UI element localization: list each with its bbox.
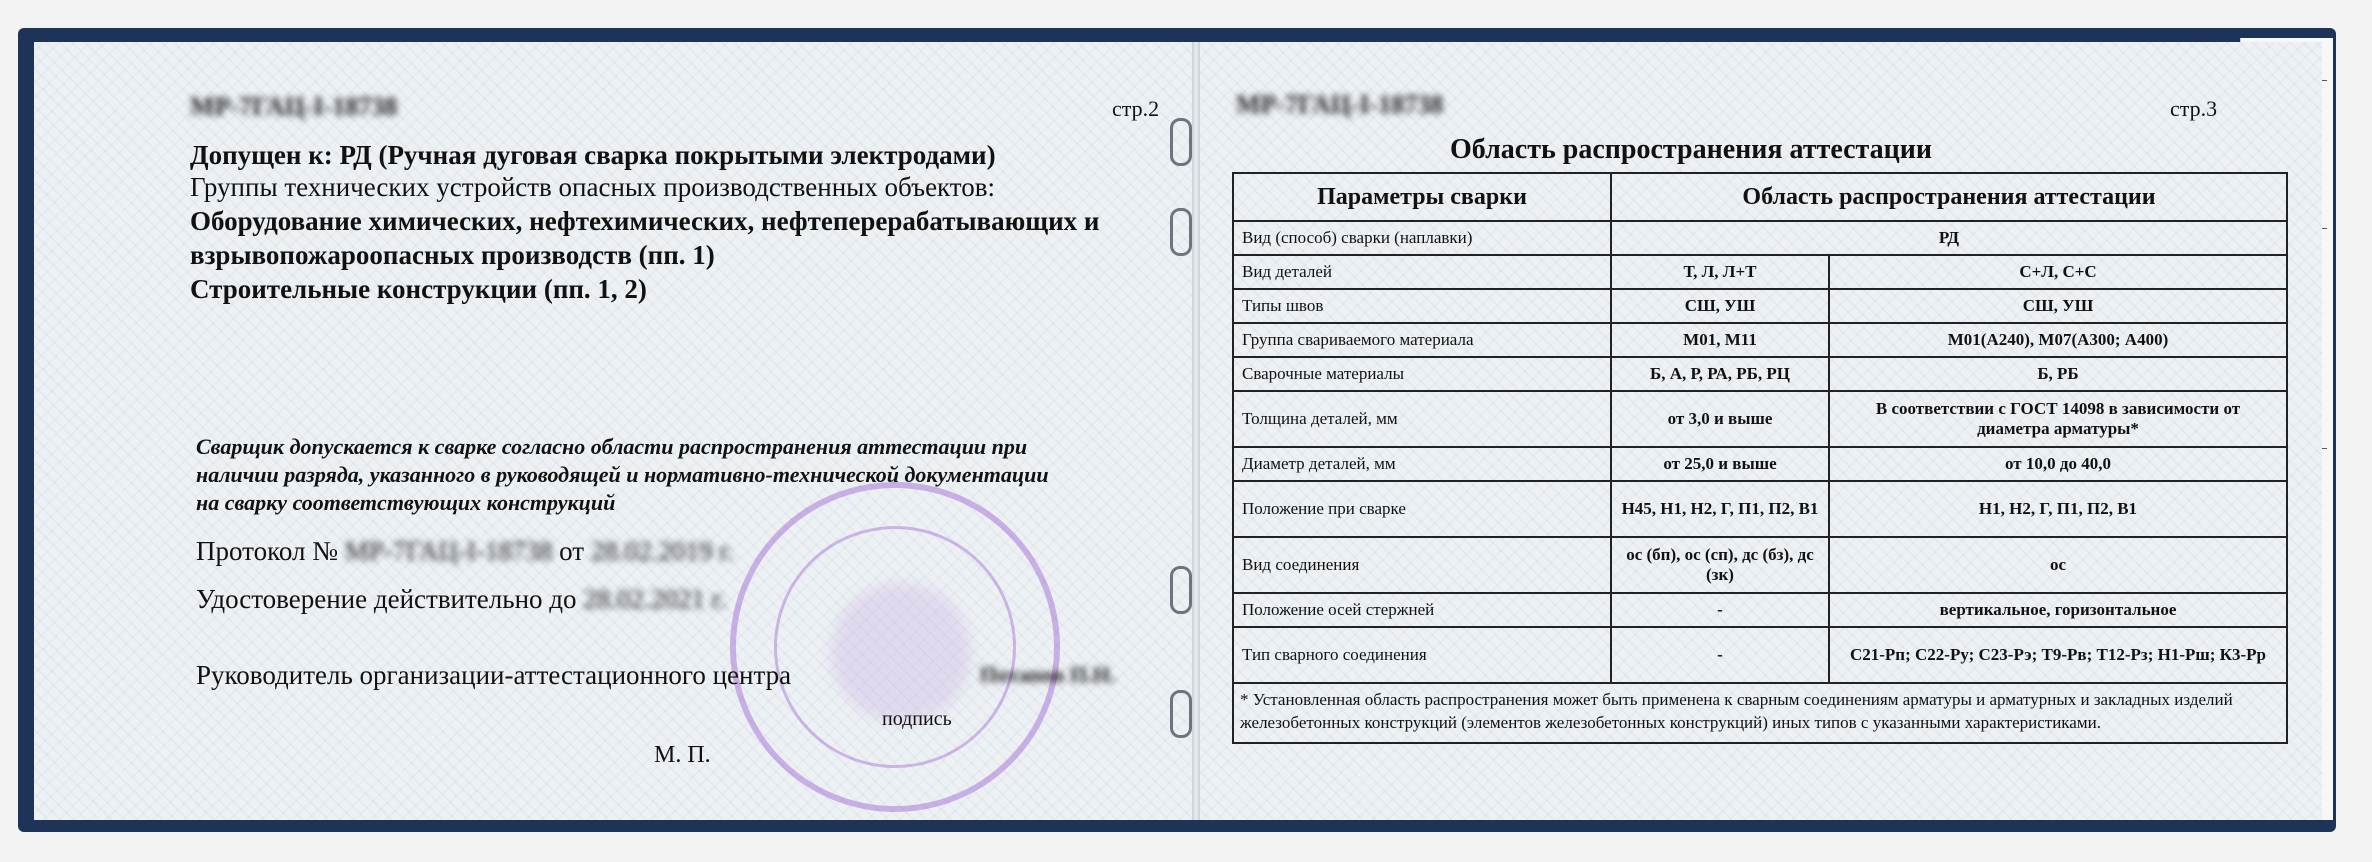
header-params: Параметры сварки <box>1233 173 1611 221</box>
validity-label: Удостоверение действительно до <box>196 584 577 614</box>
page-number: стр.2 <box>1112 96 1160 121</box>
scope-cell: В соответствии с ГОСТ 14098 в зависимости от диаметра арматуры* <box>1829 391 2287 447</box>
param-cell: Толщина деталей, мм <box>1233 391 1611 447</box>
head-label: Руководитель организации-аттестационного центра <box>196 660 792 690</box>
tested-cell: М01, М11 <box>1611 323 1829 357</box>
tested-cell: - <box>1611 627 1829 683</box>
footnote: * Установленная область распространения может быть применена к сварным соединениям арматуры и арматурных и закладных изделий железобетонных конструкций (элементов железобетонных конструкций) иных типов с указанными характеристиками. <box>1233 683 2287 743</box>
scope-cell: ос <box>1829 537 2287 593</box>
footnote-row <box>1233 683 2287 743</box>
param-cell: Положение осей стержней <box>1233 593 1611 627</box>
validity-date: 28.02.2021 г. <box>583 584 727 614</box>
param-cell: Типы швов <box>1233 289 1611 323</box>
doc-number: МР-7ГАЦ-I-18738 <box>190 92 398 121</box>
table-row <box>1233 289 2287 323</box>
notice-line: наличии разряда, указанного в руководящей и нормативно-технической документации <box>196 462 1049 487</box>
table-row <box>1233 627 2287 683</box>
param-cell: Вид деталей <box>1233 255 1611 289</box>
tested-cell: Б, А, Р, РА, РБ, РЦ <box>1611 357 1829 391</box>
admitted-line: Допущен к: РД (Ручная дуговая сварка покрытыми электродами) <box>190 140 996 170</box>
head-name: Потапов П.Н. <box>980 662 1116 687</box>
param-cell: Сварочные материалы <box>1233 357 1611 391</box>
scope-cell: Б, РБ <box>1829 357 2287 391</box>
tested-cell: от 25,0 и выше <box>1611 447 1829 481</box>
binding-ring <box>1170 566 1192 614</box>
param-cell: Вид (способ) сварки (наплавки) <box>1233 221 1611 255</box>
tested-cell: Т, Л, Л+Т <box>1611 255 1829 289</box>
groups-line: Группы технических устройств опасных производственных объектов: <box>190 172 996 202</box>
table-row <box>1233 447 2287 481</box>
equipment-line: Оборудование химических, нефтехимических, нефтеперерабатывающих и <box>190 206 1100 236</box>
table-row <box>1233 255 2287 289</box>
tested-cell: Н45, Н1, Н2, Г, П1, П2, В1 <box>1611 481 1829 537</box>
header-scope: Область распространения аттестации <box>1611 173 2287 221</box>
notice-line: на сварку соответствующих конструкций <box>196 490 616 515</box>
scope-cell: Н1, Н2, Г, П1, П2, В1 <box>1829 481 2287 537</box>
structures-line: Строительные конструкции (пп. 1, 2) <box>190 274 647 304</box>
table-row <box>1233 593 2287 627</box>
table-row <box>1233 481 2287 537</box>
seal-label: М. П. <box>654 742 711 768</box>
scope-cell: от 10,0 до 40,0 <box>1829 447 2287 481</box>
binding-ring <box>1170 690 1192 738</box>
doc-number: МР-7ГАЦ-I-18738 <box>1236 90 1444 119</box>
booklet-spine <box>1192 42 1200 820</box>
page-number: стр.3 <box>2170 96 2218 121</box>
signature-label: подпись <box>882 708 952 730</box>
attestation-scope-table <box>1232 172 2288 744</box>
protocol-from: от <box>559 536 585 566</box>
scope-cell: вертикальное, горизонтальное <box>1829 593 2287 627</box>
table-row <box>1233 357 2287 391</box>
table-header-row <box>1233 173 2287 221</box>
param-cell: Положение при сварке <box>1233 481 1611 537</box>
tested-cell: - <box>1611 593 1829 627</box>
scope-cell: М01(А240), М07(А300; А400) <box>1829 323 2287 357</box>
page-title: Область распространения аттестации <box>1450 134 1933 165</box>
protocol-number: МР-7ГАЦ-I-18738 <box>344 536 553 566</box>
tested-cell: ос (бп), ос (сп), дс (бз), дс (зк) <box>1611 537 1829 593</box>
protocol-label: Протокол № <box>196 536 338 566</box>
notice-line: Сварщик допускается к сварке согласно области распространения аттестации при <box>196 434 1028 459</box>
validity-line <box>196 584 726 615</box>
param-cell: Вид соединения <box>1233 537 1611 593</box>
seal-stamp <box>730 482 1060 812</box>
tested-cell: СШ, УШ <box>1611 289 1829 323</box>
param-cell: Диаметр деталей, мм <box>1233 447 1611 481</box>
scope-cell: СШ, УШ <box>1829 289 2287 323</box>
protocol-line <box>196 536 734 567</box>
protocol-date: 28.02.2019 г. <box>590 536 734 566</box>
tested-cell: от 3,0 и выше <box>1611 391 1829 447</box>
table-row <box>1233 391 2287 447</box>
param-cell: Тип сварного соединения <box>1233 627 1611 683</box>
scope-cell: С21-Рп; С22-Ру; С23-Рэ; Т9-Рв; Т12-Рз; Н1-Рш; К3-Рр <box>1829 627 2287 683</box>
table-row <box>1233 221 2287 255</box>
binding-ring <box>1170 118 1192 166</box>
table-row <box>1233 323 2287 357</box>
binding-ring <box>1170 208 1192 256</box>
equipment-line: взрывопожароопасных производств (пп. 1) <box>190 240 715 270</box>
param-cell: Группа свариваемого материала <box>1233 323 1611 357</box>
scope-cell: С+Л, С+С <box>1829 255 2287 289</box>
scope-cell: РД <box>1611 221 2287 255</box>
table-row <box>1233 537 2287 593</box>
